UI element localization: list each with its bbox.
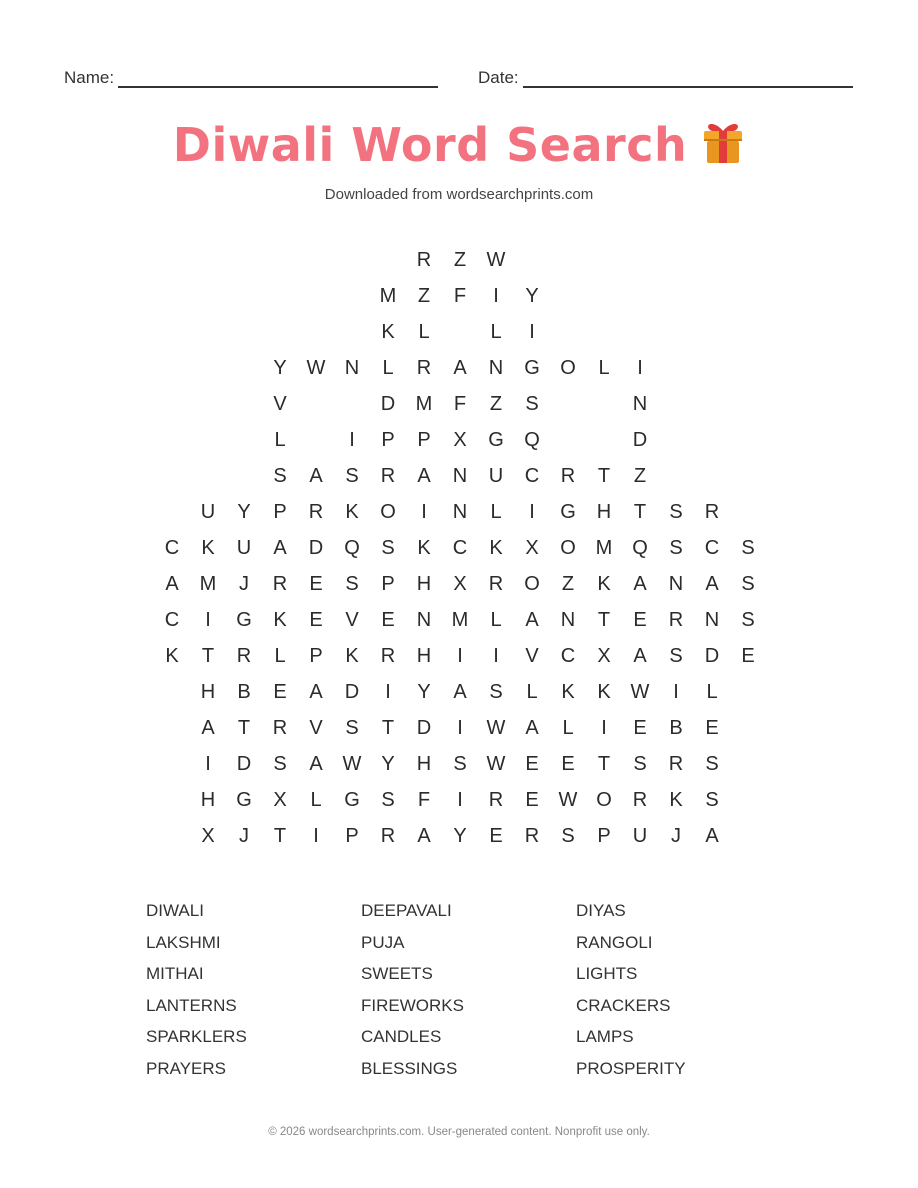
word-item: PUJA — [361, 932, 405, 952]
grid-letter[interactable]: L — [274, 645, 286, 667]
word-item: DIWALI — [146, 901, 204, 920]
grid-letter[interactable]: A — [633, 573, 647, 595]
grid-letter[interactable]: E — [381, 609, 395, 631]
grid-letter[interactable]: S — [345, 573, 359, 595]
grid-letter[interactable]: R — [488, 789, 504, 811]
grid-letter[interactable]: I — [493, 645, 499, 667]
grid-letter[interactable]: W — [630, 681, 650, 703]
grid-letter[interactable]: T — [597, 609, 611, 631]
grid-letter[interactable]: Z — [417, 285, 431, 307]
word-item: BLESSINGS — [361, 1058, 458, 1078]
grid-letter[interactable]: A — [309, 681, 323, 703]
grid-letter[interactable]: E — [705, 717, 719, 739]
grid-letter[interactable]: S — [741, 609, 755, 631]
grid-letter[interactable]: V — [309, 717, 323, 739]
grid-letter[interactable]: A — [633, 645, 647, 667]
grid-letter[interactable]: L — [310, 789, 322, 811]
grid-letter[interactable]: Z — [633, 465, 647, 487]
grid-letter[interactable]: H — [416, 753, 432, 775]
grid-letter[interactable]: E — [561, 753, 575, 775]
grid-letter[interactable]: M — [199, 573, 217, 595]
grid-letter[interactable]: S — [489, 681, 503, 703]
grid-letter[interactable]: L — [562, 717, 574, 739]
grid-letter[interactable]: F — [453, 393, 467, 415]
page-title-text: Diwali Word Search — [172, 118, 688, 172]
grid-letter[interactable]: E — [309, 573, 323, 595]
footer: © 2026 wordsearchprints.com. User-generated content. Nonprofit use only. — [268, 1126, 650, 1138]
grid-letter[interactable]: O — [560, 357, 576, 379]
grid-letter[interactable]: X — [453, 573, 467, 595]
grid-letter[interactable]: U — [200, 501, 216, 523]
grid-letter[interactable]: X — [201, 825, 215, 847]
grid-letter[interactable]: D — [380, 393, 396, 415]
grid-letter[interactable]: T — [273, 825, 287, 847]
grid-letter[interactable]: D — [236, 753, 252, 775]
grid-letter[interactable]: W — [342, 753, 362, 775]
grid-letter[interactable]: R — [704, 501, 720, 523]
grid-letter[interactable]: I — [349, 429, 355, 451]
grid-letter[interactable]: S — [705, 753, 719, 775]
grid-letter[interactable]: P — [381, 429, 395, 451]
grid-letter[interactable]: J — [239, 573, 249, 595]
grid-letter[interactable]: S — [669, 645, 683, 667]
grid-letter[interactable]: A — [309, 465, 323, 487]
grid-letter[interactable]: L — [526, 681, 538, 703]
word-item: MITHAI — [146, 964, 204, 983]
grid-letter[interactable]: R — [308, 501, 324, 523]
grid-letter[interactable]: K — [597, 681, 611, 703]
grid-letter[interactable]: I — [205, 609, 211, 631]
grid-letter[interactable]: I — [529, 321, 535, 343]
grid-letter[interactable]: T — [597, 465, 611, 487]
grid-letter[interactable]: A — [165, 573, 179, 595]
word-item: LIGHTS — [576, 964, 638, 983]
grid-letter[interactable]: M — [451, 609, 469, 631]
grid-letter[interactable]: O — [560, 537, 576, 559]
grid-letter[interactable]: G — [560, 501, 576, 523]
grid-letter[interactable]: N — [488, 357, 504, 379]
grid-letter[interactable]: N — [452, 465, 468, 487]
grid-letter[interactable]: R — [488, 573, 504, 595]
grid-letter[interactable]: S — [741, 537, 755, 559]
grid-letter[interactable]: V — [345, 609, 359, 631]
grid-letter[interactable]: W — [306, 357, 326, 379]
grid-letter[interactable]: C — [452, 537, 468, 559]
word-item: FIREWORKS — [361, 995, 464, 1015]
grid-letter[interactable]: U — [488, 465, 504, 487]
grid-letter[interactable]: R — [416, 249, 432, 271]
grid-letter[interactable]: K — [561, 681, 575, 703]
word-list-column — [361, 898, 571, 1087]
grid-letter[interactable]: S — [345, 717, 359, 739]
grid-letter[interactable]: S — [633, 753, 647, 775]
grid-letter[interactable]: I — [529, 501, 535, 523]
grid-letter[interactable]: N — [416, 609, 432, 631]
grid-letter[interactable]: A — [273, 537, 287, 559]
grid-letter[interactable]: S — [669, 501, 683, 523]
grid-letter[interactable]: R — [272, 573, 288, 595]
grid-letter[interactable]: S — [453, 753, 467, 775]
grid-letter[interactable]: I — [601, 717, 607, 739]
grid-letter[interactable]: V — [273, 393, 287, 415]
grid-letter[interactable]: A — [309, 753, 323, 775]
grid-letter[interactable]: M — [595, 537, 613, 559]
word-item: CRACKERS — [576, 995, 671, 1015]
grid-letter[interactable]: S — [705, 789, 719, 811]
grid-letter[interactable]: A — [417, 825, 431, 847]
grid-letter[interactable]: D — [632, 429, 648, 451]
grid-letter[interactable]: N — [704, 609, 720, 631]
grid-letter[interactable]: K — [273, 609, 287, 631]
grid-letter[interactable]: P — [345, 825, 359, 847]
grid-letter[interactable]: L — [598, 357, 610, 379]
grid-letter[interactable]: E — [525, 753, 539, 775]
grid-letter[interactable]: T — [237, 717, 251, 739]
grid-letter[interactable]: R — [524, 825, 540, 847]
grid-letter[interactable]: D — [704, 645, 720, 667]
grid-letter[interactable]: R — [560, 465, 576, 487]
word-item: LAKSHMI — [146, 932, 221, 952]
grid-letter[interactable]: C — [164, 609, 180, 631]
grid-letter[interactable]: L — [418, 321, 430, 343]
grid-letter[interactable]: I — [637, 357, 643, 379]
grid-letter[interactable]: M — [415, 393, 433, 415]
grid-letter[interactable]: W — [486, 753, 506, 775]
grid-letter[interactable]: R — [380, 645, 396, 667]
word-item: PROSPERITY — [576, 1058, 686, 1078]
grid-letter[interactable]: E — [489, 825, 503, 847]
word-list-column — [146, 898, 356, 1087]
grid-letter[interactable]: D — [308, 537, 324, 559]
grid-letter[interactable]: E — [633, 717, 647, 739]
grid-letter[interactable]: A — [453, 357, 467, 379]
grid-letter[interactable]: J — [239, 825, 249, 847]
word-item: DIYAS — [576, 901, 626, 920]
grid-letter[interactable]: O — [380, 501, 396, 523]
grid-letter[interactable]: O — [524, 573, 540, 595]
grid-letter[interactable]: P — [417, 429, 431, 451]
grid-letter[interactable]: Z — [561, 573, 575, 595]
grid-letter[interactable]: E — [741, 645, 755, 667]
grid-letter[interactable]: S — [273, 753, 287, 775]
grid-letter[interactable]: U — [632, 825, 648, 847]
grid-letter[interactable]: I — [385, 681, 391, 703]
grid-letter[interactable]: T — [201, 645, 215, 667]
grid-letter[interactable]: K — [381, 321, 395, 343]
grid-letter[interactable]: I — [205, 753, 211, 775]
word-item: SPARKLERS — [146, 1027, 247, 1046]
grid-letter[interactable]: I — [493, 285, 499, 307]
word-item: SWEETS — [361, 964, 433, 983]
grid-letter[interactable]: K — [165, 645, 179, 667]
date-label: Date: — [478, 68, 519, 87]
grid-letter[interactable]: T — [597, 753, 611, 775]
grid-letter[interactable]: Z — [489, 393, 503, 415]
grid-letter[interactable]: P — [597, 825, 611, 847]
grid-letter[interactable]: I — [457, 645, 463, 667]
grid-letter[interactable]: K — [489, 537, 503, 559]
grid-letter[interactable]: R — [632, 789, 648, 811]
grid-letter[interactable]: I — [421, 501, 427, 523]
grid-letter[interactable]: S — [741, 573, 755, 595]
grid-letter[interactable]: N — [560, 609, 576, 631]
word-item: CANDLES — [361, 1027, 442, 1046]
grid-letter[interactable]: H — [596, 501, 612, 523]
grid-letter[interactable]: G — [488, 429, 504, 451]
grid-letter[interactable]: A — [705, 825, 719, 847]
grid-letter[interactable]: P — [381, 573, 395, 595]
grid-letter[interactable]: D — [416, 717, 432, 739]
grid-letter[interactable]: A — [525, 717, 539, 739]
grid-letter[interactable]: F — [453, 285, 467, 307]
grid-letter[interactable]: H — [416, 573, 432, 595]
word-item: DEEPAVALI — [361, 901, 452, 920]
grid-letter[interactable]: W — [558, 789, 578, 811]
grid-letter[interactable]: X — [525, 537, 539, 559]
word-item: LANTERNS — [146, 995, 237, 1015]
grid-letter[interactable]: R — [380, 465, 396, 487]
grid-letter[interactable]: A — [201, 717, 215, 739]
grid-letter[interactable]: K — [345, 501, 359, 523]
grid-letter[interactable]: J — [671, 825, 681, 847]
grid-letter[interactable]: L — [274, 429, 286, 451]
grid-letter[interactable]: K — [669, 789, 683, 811]
grid-letter[interactable]: H — [200, 789, 216, 811]
grid-letter[interactable]: M — [379, 285, 397, 307]
grid-letter[interactable]: A — [417, 465, 431, 487]
grid-letter[interactable]: R — [416, 357, 432, 379]
grid-letter[interactable]: C — [164, 537, 180, 559]
grid-letter[interactable]: D — [344, 681, 360, 703]
grid-letter[interactable]: Y — [237, 501, 251, 523]
grid-letter[interactable]: S — [381, 537, 395, 559]
grid-letter[interactable]: T — [633, 501, 647, 523]
grid-letter[interactable]: E — [309, 609, 323, 631]
grid-letter[interactable]: U — [236, 537, 252, 559]
grid-letter[interactable]: A — [525, 609, 539, 631]
grid-letter[interactable]: X — [453, 429, 467, 451]
grid-letter[interactable]: R — [380, 825, 396, 847]
grid-letter[interactable]: G — [236, 789, 252, 811]
grid-letter[interactable]: P — [273, 501, 287, 523]
grid-letter[interactable]: S — [381, 789, 395, 811]
grid-letter[interactable]: H — [200, 681, 216, 703]
grid-letter[interactable]: Y — [525, 285, 539, 307]
grid-letter[interactable]: C — [704, 537, 720, 559]
grid-letter[interactable]: Q — [524, 429, 540, 451]
grid-letter[interactable]: R — [272, 717, 288, 739]
grid-letter[interactable]: R — [236, 645, 252, 667]
grid-letter[interactable]: H — [416, 645, 432, 667]
grid-letter[interactable]: K — [597, 573, 611, 595]
grid-letter[interactable]: X — [273, 789, 287, 811]
grid-letter[interactable]: S — [669, 537, 683, 559]
grid-letter[interactable]: G — [236, 609, 252, 631]
grid-letter[interactable]: Y — [273, 357, 287, 379]
grid-letter[interactable]: O — [596, 789, 612, 811]
grid-letter[interactable]: N — [344, 357, 360, 379]
grid-letter[interactable]: I — [313, 825, 319, 847]
grid-letter[interactable]: P — [309, 645, 323, 667]
grid-letter[interactable]: A — [705, 573, 719, 595]
grid-letter[interactable]: S — [561, 825, 575, 847]
grid-letter[interactable]: K — [417, 537, 431, 559]
grid-letter[interactable]: E — [633, 609, 647, 631]
grid-letter[interactable]: L — [490, 321, 502, 343]
grid-letter[interactable]: N — [452, 501, 468, 523]
grid-letter[interactable]: C — [560, 645, 576, 667]
grid-letter[interactable]: Y — [381, 753, 395, 775]
word-item: RANGOLI — [576, 932, 653, 952]
grid-letter[interactable]: S — [273, 465, 287, 487]
grid-letter[interactable]: W — [486, 249, 506, 271]
grid-letter[interactable]: Y — [417, 681, 431, 703]
grid-letter[interactable]: C — [524, 465, 540, 487]
grid-letter[interactable]: Y — [453, 825, 467, 847]
grid-letter[interactable]: K — [201, 537, 215, 559]
grid-letter[interactable]: Z — [453, 249, 467, 271]
grid-letter[interactable]: L — [706, 681, 718, 703]
grid-letter[interactable]: G — [344, 789, 360, 811]
word-item: LAMPS — [576, 1027, 634, 1046]
grid-letter[interactable]: Q — [344, 537, 360, 559]
grid-letter[interactable]: T — [381, 717, 395, 739]
grid-letter[interactable]: B — [669, 717, 683, 739]
grid-letter[interactable]: N — [668, 573, 684, 595]
grid-letter[interactable]: E — [525, 789, 539, 811]
grid-letter[interactable]: R — [668, 609, 684, 631]
grid-letter[interactable]: R — [668, 753, 684, 775]
grid-letter[interactable]: L — [382, 357, 394, 379]
grid-letter[interactable]: L — [490, 609, 502, 631]
grid-letter[interactable]: I — [457, 789, 463, 811]
grid-letter[interactable]: L — [490, 501, 502, 523]
grid-letter[interactable]: K — [345, 645, 359, 667]
grid-letter[interactable]: I — [673, 681, 679, 703]
name-label: Name: — [64, 68, 115, 87]
grid-letter[interactable]: A — [453, 681, 467, 703]
grid-letter[interactable]: F — [417, 789, 431, 811]
grid-letter[interactable]: Q — [632, 537, 648, 559]
grid-letter[interactable]: X — [597, 645, 611, 667]
grid-letter[interactable]: B — [237, 681, 251, 703]
grid-letter[interactable]: G — [524, 357, 540, 379]
grid-letter[interactable]: S — [345, 465, 359, 487]
word-item: PRAYERS — [146, 1058, 226, 1078]
grid-letter[interactable]: E — [273, 681, 287, 703]
grid-letter[interactable]: S — [525, 393, 539, 415]
grid-letter[interactable]: V — [525, 645, 539, 667]
grid-letter[interactable]: W — [486, 717, 506, 739]
subtitle: Downloaded from wordsearchprints.com — [324, 186, 594, 203]
grid-letter[interactable]: N — [632, 393, 648, 415]
grid-letter[interactable]: I — [457, 717, 463, 739]
word-list-column — [576, 898, 786, 1087]
